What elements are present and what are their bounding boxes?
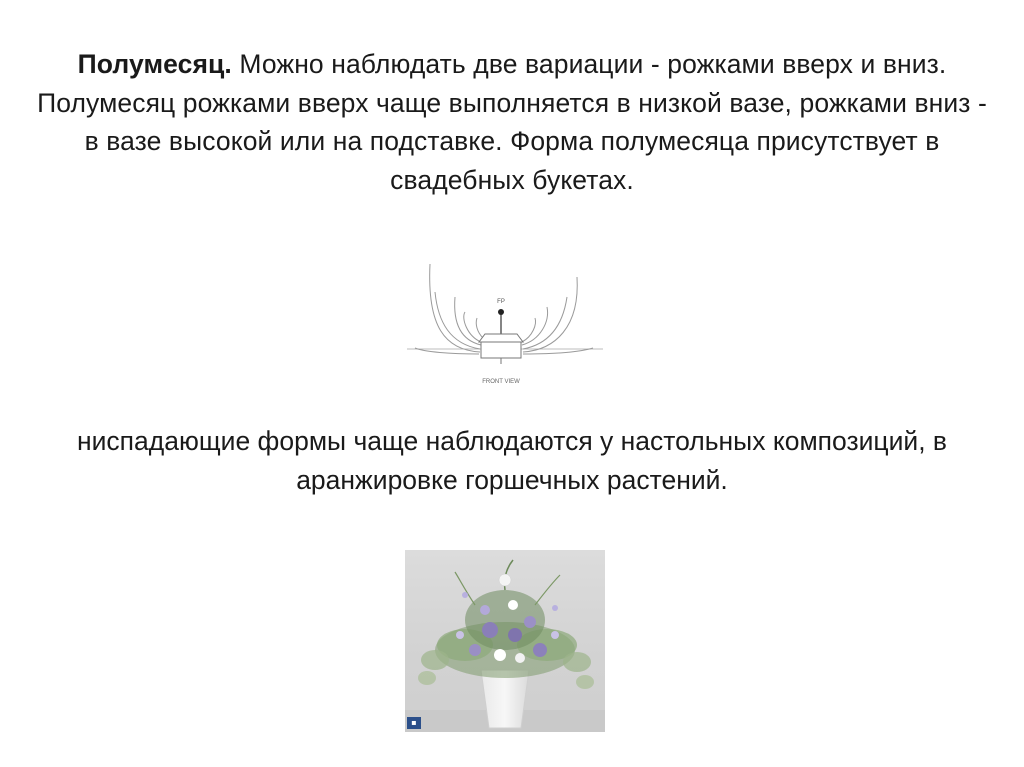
flower-arrangement-photo xyxy=(405,550,605,732)
diagram-container xyxy=(481,342,521,358)
diagram-branch xyxy=(455,297,481,345)
diagram-caption: FRONT VIEW xyxy=(482,379,520,385)
diagram-branch xyxy=(435,292,480,349)
diagram-branch xyxy=(523,297,567,349)
diagram-branch xyxy=(522,318,535,342)
crescent-diagram xyxy=(405,252,605,392)
photo-badge-icon: ▪ xyxy=(407,717,421,729)
paragraph-crescent xyxy=(30,45,994,199)
photo-vase xyxy=(481,670,529,728)
diagram-branch xyxy=(476,318,483,338)
diagram-focal-point xyxy=(498,309,504,315)
crescent-diagram-svg xyxy=(405,252,605,392)
diagram-focal-label: FP xyxy=(497,299,505,305)
flower-arrangement-illustration xyxy=(405,550,605,732)
paragraph-crescent-title: Полумесяц. xyxy=(77,49,232,79)
diagram-container-top xyxy=(479,334,523,342)
paragraph-crescent-text: Можно наблюдать две вариации - рожками вверх и вниз. Полумесяц рожками вверх чаще выполняется в низкой вазе, рожками вниз - в вазе высокой или на подставке. Форма полумесяца присутствует в свадебных букетах. xyxy=(37,49,987,195)
paragraph-cascade: ниспадающие формы чаще наблюдаются у настольных композиций, в аранжировке горшечных растений. xyxy=(77,426,947,495)
